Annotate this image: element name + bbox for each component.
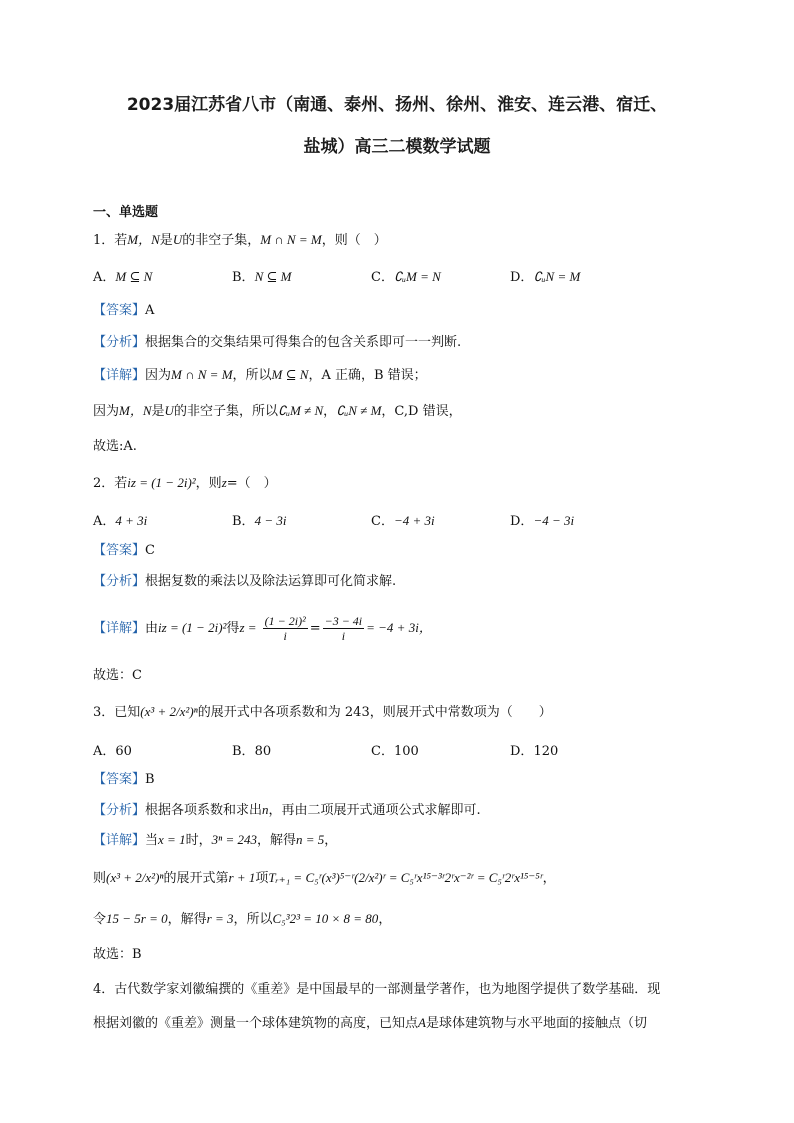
q2-option-a: A．4 + 3i bbox=[93, 513, 148, 529]
q1-detail: 【详解】因为M ∩ N = M，所以M ⊆ N，A 正确，B 错误； bbox=[93, 367, 427, 383]
answer-tag: 【答案】 bbox=[93, 543, 146, 558]
q3-option-a: A．60 bbox=[93, 744, 132, 759]
answer-tag: 【答案】 bbox=[93, 303, 146, 318]
q2-option-b: B．4 − 3i bbox=[232, 513, 287, 529]
q1-option-c: C．∁ᵤM = N bbox=[371, 269, 441, 285]
analysis-tag: 【分析】 bbox=[93, 335, 146, 350]
q3-answer: 【答案】B bbox=[93, 772, 155, 787]
q2-detail: 【详解】由iz = (1 − 2i)²得z = $\frac{\text{(1 − 2i)²}}{i}$ = $\frac{-3 - 4i}{i}$ = −4 + 3i， bbox=[93, 614, 432, 643]
question-1-stem: 1．若M，N是U的非空子集，M ∩ N = M，则（ ） bbox=[93, 232, 387, 248]
q3-option-c: C．100 bbox=[371, 744, 419, 759]
page-title-line-1: 2023届江苏省八市（南通、泰州、扬州、徐州、淮安、连云港、宿迁、 bbox=[126, 95, 668, 115]
q1-conclusion: 故选:A. bbox=[93, 439, 137, 454]
q2-option-d: D．−4 − 3i bbox=[510, 513, 575, 529]
q3-detail-2: 则(x³ + 2/x²)ⁿ的展开式第r + 1项Tᵣ₊₁ = C₅ʳ(x³)⁵⁻ʳ(2/x²)ʳ = C₅ʳx¹⁵⁻³ʳ2ʳx⁻²ʳ = C₅ʳ2ʳx¹⁵⁻⁵ʳ， bbox=[93, 870, 556, 886]
q1-analysis: 【分析】根据集合的交集结果可得集合的包含关系即可一一判断. bbox=[93, 335, 462, 350]
question-4-stem: 4．古代数学家刘徽编撰的《重差》是中国最早的一部测量学著作，也为地图学提供了数学基础．现 bbox=[93, 982, 661, 997]
page-title-line-2: 盐城）高三二模数学试题 bbox=[303, 137, 491, 157]
q1-option-b: B．N ⊆ M bbox=[232, 269, 292, 285]
detail-tag: 【详解】 bbox=[93, 368, 146, 383]
answer-tag: 【答案】 bbox=[93, 772, 146, 787]
analysis-tag: 【分析】 bbox=[93, 574, 146, 589]
section-heading: 一、单选题 bbox=[93, 205, 159, 220]
question-3-stem: 3．已知(x³ + 2/x²)ⁿ的展开式中各项系数和为 243，则展开式中常数项为（ ） bbox=[93, 704, 552, 720]
q2-analysis: 【分析】根据复数的乘法以及除法运算即可化简求解. bbox=[93, 574, 397, 589]
q3-analysis: 【分析】根据各项系数和求出n，再由二项展开式通项公式求解即可. bbox=[93, 802, 481, 818]
q1-option-a: A．M ⊆ N bbox=[93, 269, 153, 285]
detail-tag: 【详解】 bbox=[93, 833, 146, 848]
fraction: $\frac{-3 - 4i}{i}$ bbox=[324, 614, 363, 643]
q3-option-d: D．120 bbox=[510, 744, 559, 759]
q3-conclusion: 故选：B bbox=[93, 947, 142, 962]
analysis-tag: 【分析】 bbox=[93, 803, 146, 818]
q1-detail-2: 因为M，N是U的非空子集，所以∁ᵤM ≠ N，∁ᵤN ≠ M，C,D 错误， bbox=[93, 403, 462, 419]
q2-option-c: C．−4 + 3i bbox=[371, 513, 435, 529]
question-4-stem-2: 根据刘徽的《重差》测量一个球体建筑物的高度，已知点A是球体建筑物与水平地面的接触点（切 bbox=[93, 1015, 647, 1031]
q2-conclusion: 故选：C bbox=[93, 668, 142, 683]
fraction: $\frac{\text{(1 − 2i)²}}{i}$ bbox=[264, 614, 306, 643]
detail-tag: 【详解】 bbox=[93, 621, 146, 636]
q2-answer: 【答案】C bbox=[93, 543, 155, 558]
q1-option-d: D．∁ᵤN = M bbox=[510, 269, 581, 285]
q1-answer: 【答案】A bbox=[93, 303, 155, 318]
q3-detail: 【详解】当x = 1时，3ⁿ = 243，解得n = 5， bbox=[93, 832, 338, 848]
q3-detail-3: 令15 − 5r = 0，解得r = 3，所以C₅³2³ = 10 × 8 = 80， bbox=[93, 911, 392, 927]
q3-option-b: B．80 bbox=[232, 744, 272, 759]
question-2-stem: 2．若iz = (1 − 2i)²，则z=（ ） bbox=[93, 475, 277, 491]
